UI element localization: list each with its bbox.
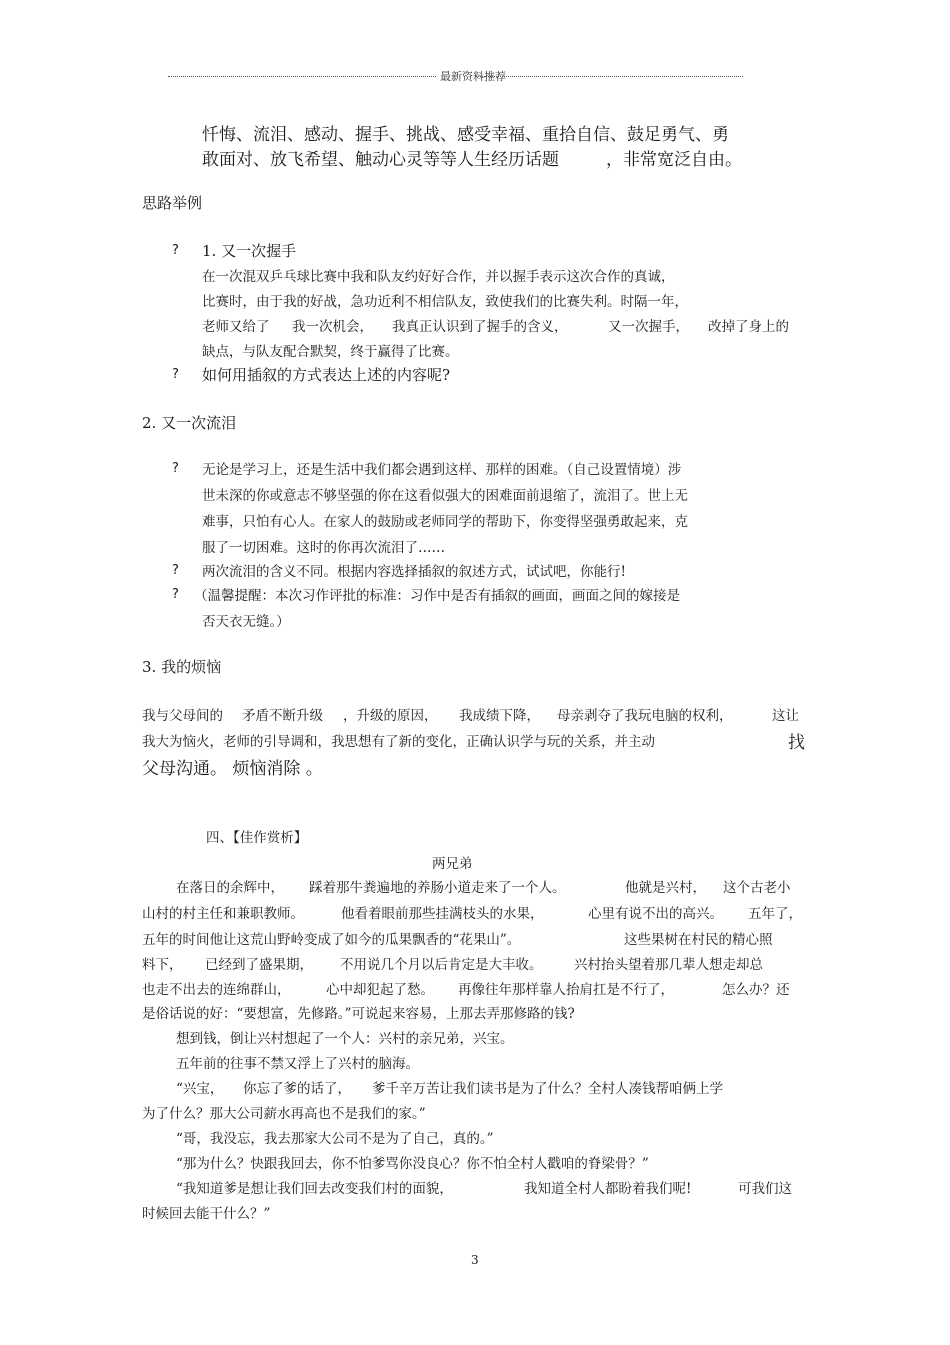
story-p2: 想到钱，倒让兴村想起了一个人：兴村的亲兄弟，兴宝。 (176, 1031, 514, 1047)
story-p1-r1-0: 山村的村主任和兼职教师。 (142, 906, 304, 922)
s2-line-2: 世未深的你或意志不够坚强的你在这看似强大的困难面前退缩了，流泪了。世上无 (202, 488, 688, 504)
s2-bullet-3b: 否天衣无缝。） (202, 614, 290, 630)
intro-line-1: 忏悔、流泪、感动、握手、挑战、感受幸福、重拾自信、鼓足勇气、勇 (202, 125, 729, 145)
s4-heading: 四、【佳作赏析】 (206, 830, 308, 846)
s3-line-1b: 矛盾不断升级 (242, 708, 323, 724)
s3-line-1e: 母亲剥夺了我玩电脑的权利， (557, 708, 733, 724)
story-p7-a2: 我知道全村人都盼着我们呢! (524, 1181, 692, 1197)
story-p1-r3-1: 已经到了盛果期， (205, 957, 313, 973)
story-p4-a1: “兴宝， (176, 1081, 224, 1097)
s1-line-3a: 老师又给了 (202, 319, 270, 335)
s1-line-3d: 又一次握手， (608, 319, 689, 335)
story-p7-a3: 可我们这 (738, 1181, 792, 1197)
story-p4-a2: 你忘了爹的话了， (243, 1081, 351, 1097)
s2-line-4: 服了一切困难。这时的你再次流泪了…… (202, 540, 445, 556)
page-header (168, 68, 743, 84)
s3-line-1f: 这让 (772, 708, 799, 724)
ideas-title: 思路举例 (142, 194, 203, 212)
story-p1-r2-1: 这些果树在村民的精心照 (624, 932, 773, 948)
story-p5: “哥，我没忘，我去那家大公司不是为了自己，真的。” (176, 1131, 494, 1147)
story-title: 两兄弟 (432, 856, 473, 872)
story-p1-r1-2: 心里有说不出的高兴。 (588, 906, 723, 922)
s2-line-3: 难事，只怕有心人。在家人的鼓励或老师同学的帮助下，你变得坚强勇敢起来，克 (202, 514, 688, 530)
bullet-marker: ? (172, 243, 179, 258)
s2-title: 2. 又一次流泪 (142, 414, 237, 432)
s3-title: 3. 我的烦恼 (142, 658, 222, 676)
s1-line-3e: 改掉了身上的 (708, 319, 789, 335)
s2-line-1: 无论是学习上，还是生活中我们都会遇到这样、那样的困难。（自己设置情境）涉 (202, 462, 682, 478)
intro-line-2a: 敢面对、放飞希望、触动心灵等等人生经历话题 (202, 150, 559, 170)
page-number: 3 (471, 1253, 479, 1267)
story-p1-r4-3: 怎么办？还 (722, 982, 790, 998)
s3-line-1c: ，升级的原因， (343, 708, 438, 724)
s3-line-1a: 我与父母间的 (142, 708, 223, 724)
story-p1-r0-2: 他就是兴村， (625, 880, 706, 896)
story-p1-r0-3: 这个古老小 (723, 880, 791, 896)
story-p4-b: 为了什么？那大公司薪水再高也不是我们的家。” (142, 1106, 426, 1122)
s1-line-4: 缺点，与队友配合默契，终于赢得了比赛。 (202, 344, 459, 360)
story-p1-r1-3: 五年了， (748, 906, 802, 922)
s3-line-3: 父母沟通。 烦恼消除 。 (142, 759, 323, 779)
story-p1-r3-2: 不用说几个月以后肯定是大丰收。 (340, 957, 543, 973)
story-p1-r4-1: 心中却犯起了愁。 (326, 982, 434, 998)
header-rule-right (478, 76, 743, 77)
bullet-marker: ? (172, 367, 179, 382)
s1-line-1: 在一次混双乒乓球比赛中我和队友约好好合作，并以握手表示这次合作的真诚， (202, 269, 675, 285)
s3-line-2b: 找 (788, 733, 805, 753)
story-p3: 五年前的往事不禁又浮上了兴村的脑海。 (176, 1056, 419, 1072)
s1-line-2: 比赛时，由于我的好战，急功近利不相信队友，致使我们的比赛失利。时隔一年， (202, 294, 688, 310)
story-p4-a3: 爹千辛万苦让我们读书是为了什么？全村人凑钱帮咱俩上学 (372, 1081, 723, 1097)
story-p1-r0-0: 在落日的余辉中， (176, 880, 284, 896)
story-p7-b: 时候回去能干什么？” (142, 1206, 271, 1222)
story-p1-r5-0: 是俗话说的好：“要想富，先修路。”可说起来容易，上那去弄那修路的钱? (142, 1006, 575, 1022)
header-rule-left (168, 76, 436, 77)
story-p7-a1: “我知道爹是想让我们回去改变我们村的面貌， (176, 1181, 453, 1197)
bullet-marker: ? (172, 587, 179, 602)
bullet-marker: ? (172, 461, 179, 476)
intro-line-2b: ，非常宽泛自由。 (606, 150, 742, 170)
story-p1-r0-1: 踩着那牛粪遍地的养肠小道走来了一个人。 (309, 880, 566, 896)
story-p1-r4-0: 也走不出去的连绵群山， (142, 982, 291, 998)
s2-bullet-2: 两次流泪的含义不同。根据内容选择插叙的叙述方式，试试吧，你能行! (202, 564, 626, 580)
s1-title: 1. 又一次握手 (202, 242, 297, 260)
bullet-marker: ? (172, 563, 179, 578)
story-p6: “那为什么？快跟我回去，你不怕爹骂你没良心？你不怕全村人戳咱的脊梁骨？” (176, 1156, 649, 1172)
s1-line-3c: 我真正认识到了握手的含义， (392, 319, 568, 335)
header-label: 最新资料推荐 (440, 70, 506, 83)
s2-bullet-3a: （温馨提醒：本次习作评批的标准：习作中是否有插叙的画面，画面之间的嫁接是 (194, 588, 680, 604)
s3-line-2a: 我大为恼火，老师的引导调和，我思想有了新的变化，正确认识学与玩的关系，并主动 (142, 734, 655, 750)
story-p1-r4-2: 再像往年那样靠人抬肩扛是不行了， (458, 982, 674, 998)
s3-line-1d: 我成绩下降， (459, 708, 540, 724)
s1-line-3b: 我一次机会， (292, 319, 373, 335)
story-p1-r1-1: 他看着眼前那些挂满枝头的水果， (341, 906, 544, 922)
story-p1-r3-3: 兴村抬头望着那几辈人想走却总 (574, 957, 763, 973)
story-p1-r2-0: 五年的时间他让这荒山野岭变成了如今的瓜果飘香的“花果山”。 (142, 932, 521, 948)
story-p1-r3-0: 料下， (142, 957, 183, 973)
s1-question: 如何用插叙的方式表达上述的内容呢? (202, 366, 451, 384)
